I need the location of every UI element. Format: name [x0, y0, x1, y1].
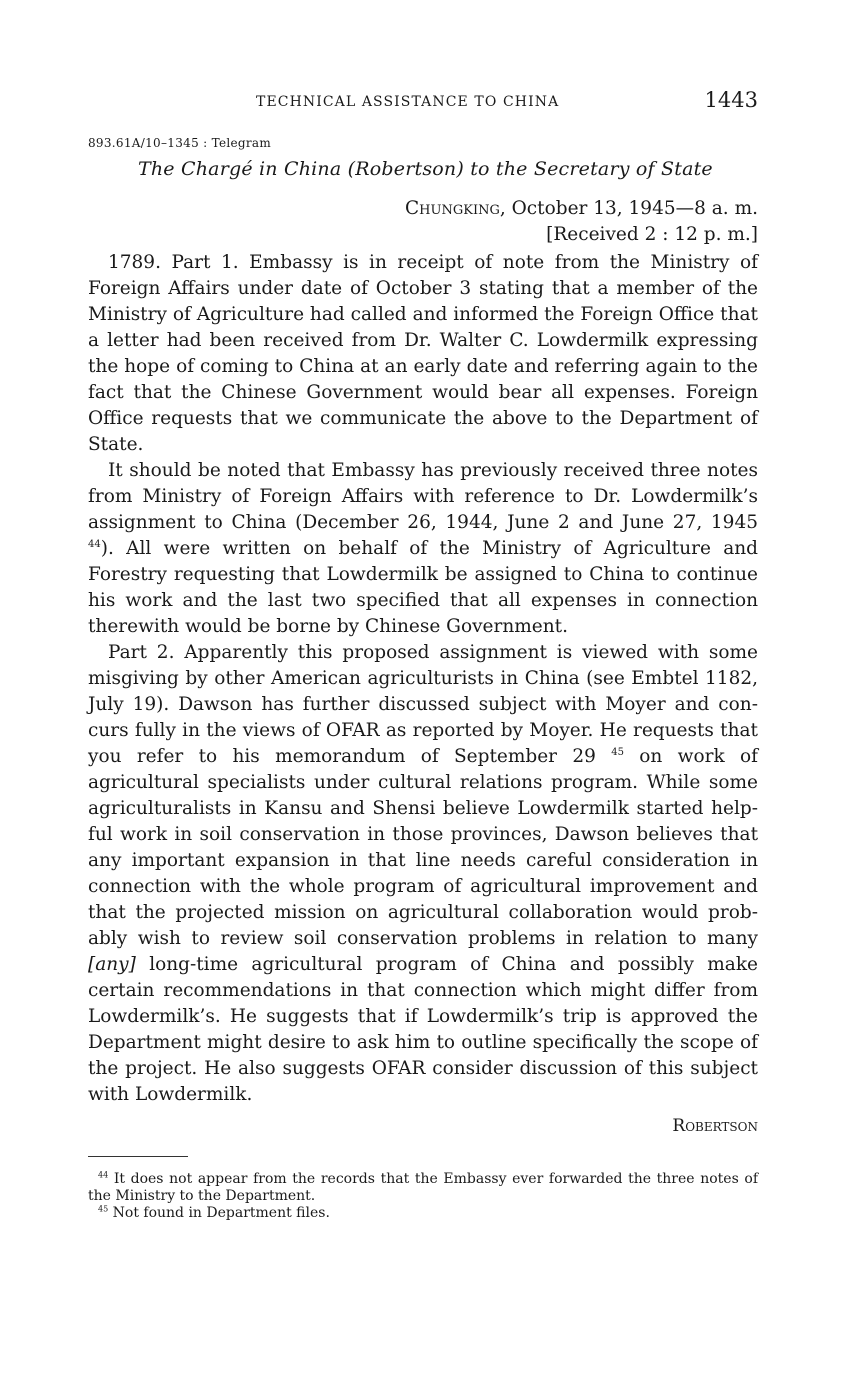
footnote-45 — [88, 1205, 758, 1222]
part-2-middle: on work of agricultural specialists under cultural relations program. While some agriculturalists in Kansu and Shensi believe Lowdermilk started helpful work in soil conservation in those provinces, Dawson believes that any important expansion in that line needs careful consideration in connection with the whole program of agricultural improvement and that the projected mission on agricultural collaboration would probably wish to review soil conservation problems in relation to many — [88, 746, 758, 949]
document-title: The Chargé in China (Robertson) to the Secretary of State — [138, 158, 713, 180]
telegram-body — [88, 250, 758, 1108]
date-line — [88, 196, 758, 222]
running-head — [88, 84, 758, 124]
footnote-marker: 44 — [98, 1170, 109, 1180]
paragraph-notes-lead: It should be noted that Embassy has previously received three notes from Ministry of Foreign Affairs with reference to Dr. Lowdermilk’s assignment to China (December 26, 1944, June 2 and June 27, 1945 — [88, 460, 758, 533]
place: Chungking, — [405, 198, 506, 219]
paragraph-notes-close: ). — [100, 538, 114, 559]
footnotes — [88, 1171, 758, 1222]
paragraph-part-2 — [88, 640, 758, 1108]
received-line: [Received 2 : 12 p. m.] — [546, 224, 758, 245]
signature: Robertson — [672, 1116, 758, 1136]
paragraph-part-1: 1789. Part 1. Embassy is in receipt of note from the Ministry of Foreign Affairs under date of October 3 stating that a member of the Ministry of Agriculture had called and informed the Foreign Office that a letter had been received from Dr. Walter C. Lowdermilk expressing the hope of coming to China at an early date and referring again to the fact that the Chinese Government would bear all expenses. Foreign Office requests that we communicate the above to the Department of State. — [88, 252, 758, 455]
editorial-insert: [any] — [88, 954, 136, 975]
running-title: TECHNICAL ASSISTANCE TO CHINA — [256, 94, 560, 110]
part-2-close: long-time agricultural program of China and possibly make certain recommendations in that connection which might differ from Lowdermilk’s. He suggests that if Lowdermilk’s trip is approved the Department might desire to ask him to outline specifically the scope of the project. He also suggests OFAR consider discussion of this subject with Lowdermilk. — [88, 954, 758, 1105]
page — [88, 84, 758, 1222]
paragraph-notes-rest: All were written on behalf of the Ministry of Agriculture and Forestry requesting that Lowdermilk be assigned to China to continue his work and the last two specified that all expenses in connection therewith would be borne by Chinese Government. — [88, 538, 758, 637]
paragraph-notes — [88, 458, 758, 640]
footnote-44 — [88, 1171, 758, 1205]
dateline — [88, 196, 758, 248]
footnote-text: Not found in Department files. — [112, 1205, 330, 1221]
date: October 13, 1945—8 a. m. — [511, 198, 758, 219]
part-2-lead: Part 2. Apparently this proposed assignment is viewed with some misgiving by other American agriculturists in China (see Embtel 1182, July 19). Dawson has further discussed subject with Moyer and concurs fully in the views of OFAR as reported by Moyer. He requests that you refer to his memorandum of September 29 — [88, 642, 758, 767]
page-number: 1443 — [704, 88, 758, 112]
file-reference: 893.61A/10–1345 : Telegram — [88, 136, 272, 150]
footnote-ref-44[interactable]: 44 — [88, 538, 101, 550]
footnote-divider — [88, 1156, 188, 1157]
footnote-marker: 45 — [98, 1204, 109, 1214]
footnote-ref-45[interactable]: 45 — [611, 746, 624, 758]
footnote-text: It does not appear from the records that the Embassy ever forwarded the three notes of the Ministry to the Department. — [88, 1171, 758, 1204]
